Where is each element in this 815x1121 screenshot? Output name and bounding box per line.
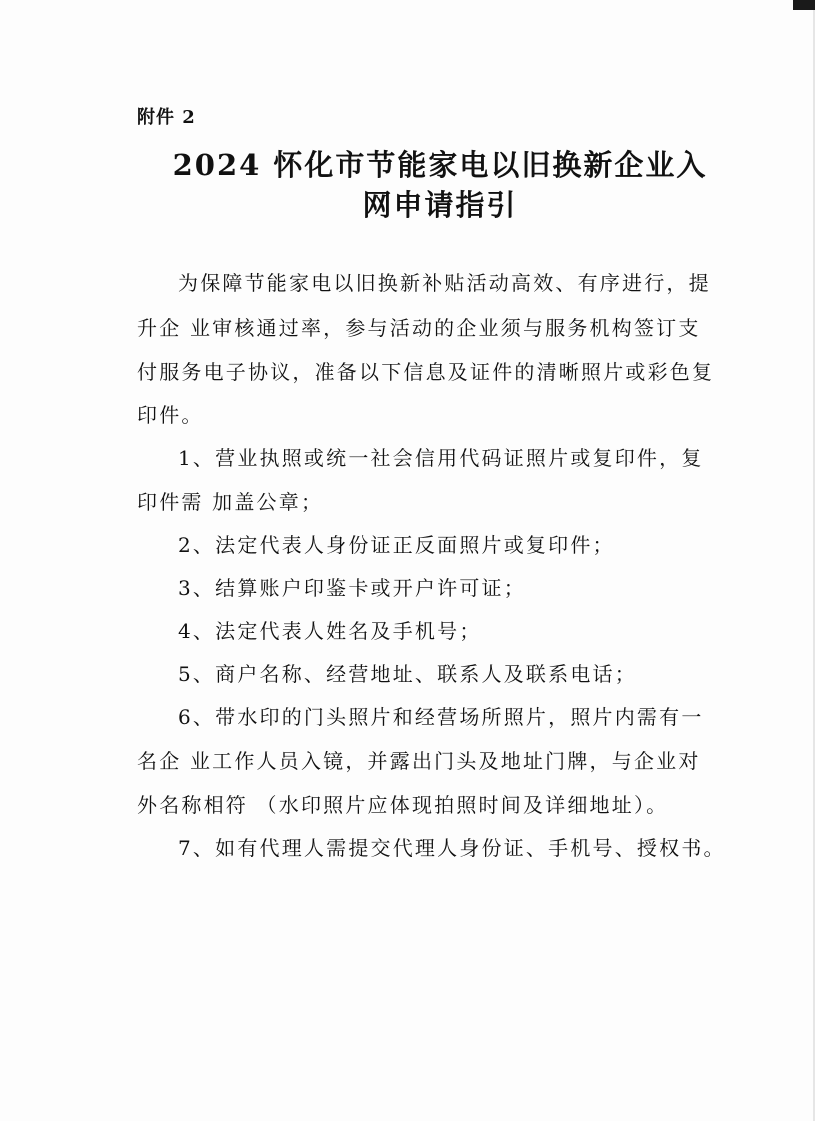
intro-line: 印件。 [137, 403, 204, 427]
list-item-7: 7、如有代理人需提交代理人身份证、手机号、授权书。 [178, 836, 726, 860]
list-item-1-line: 1、营业执照或统一社会信用代码证照片或复印件，复 [178, 446, 704, 470]
title-line-2: 网申请指引 [362, 188, 518, 222]
list-item-6-line: 外名称相符 （水印照片应体现拍照时间及详细地址）。 [137, 793, 669, 817]
intro-line: 升企 业审核通过率，参与活动的企业须与服务机构签订支 [137, 316, 701, 340]
list-item-3: 3、结算账户印鉴卡或开户许可证； [178, 576, 526, 600]
intro-line: 付服务电子协议，准备以下信息及证件的清晰照片或彩色复 [137, 360, 715, 384]
scan-mark [793, 0, 815, 10]
list-item-6-line: 6、带水印的门头照片和经营场所照片，照片内需有一 [178, 705, 704, 729]
list-item-5: 5、商户名称、经营地址、联系人及联系电话； [178, 662, 637, 686]
list-item-1-line: 印件需 加盖公章； [137, 490, 324, 514]
list-item-6-line: 名企 业工作人员入镜，并露出门头及地址门牌，与企业对 [137, 749, 701, 773]
list-item-2: 2、法定代表人身份证正反面照片或复印件； [178, 533, 615, 557]
title-line-1: 2024 怀化市节能家电以旧换新企业入 [172, 148, 708, 182]
list-item-4: 4、法定代表人姓名及手机号； [178, 619, 482, 643]
attachment-label: 附件 2 [137, 107, 196, 128]
intro-line: 为保障节能家电以旧换新补贴活动高效、有序进行，提 [178, 271, 711, 295]
